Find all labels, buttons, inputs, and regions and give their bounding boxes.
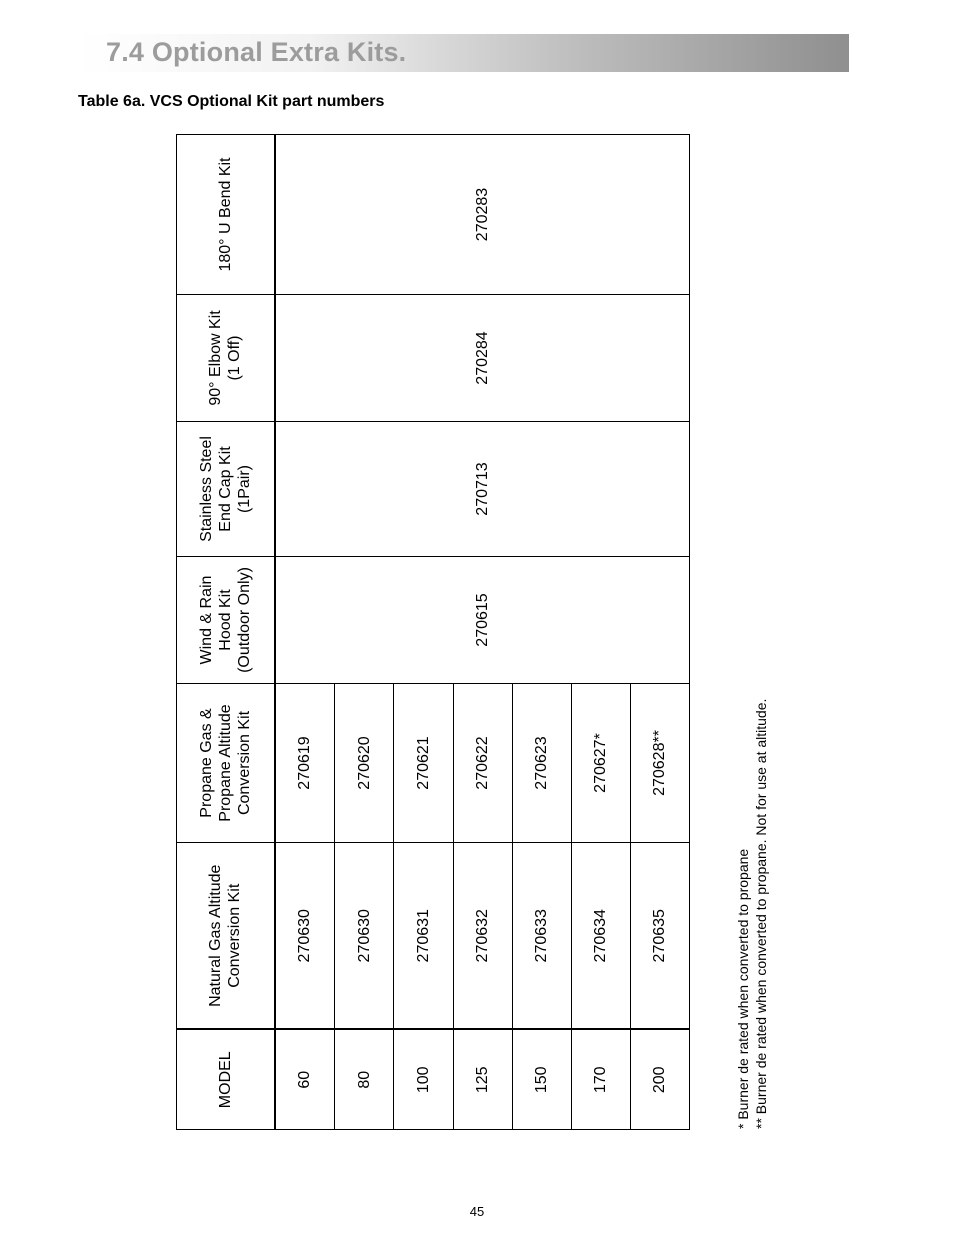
header-hood-line3: (Outdoor Only) [235,567,253,673]
page-number: 45 [469,1204,485,1219]
header-elbow-line2: (1 Off) [226,335,244,381]
natural-gas-cell: 270632 [453,843,512,1030]
header-hood [177,557,275,684]
model-cell: 200 [630,1030,689,1130]
model-cell: 170 [571,1030,630,1130]
elbow-cell: 270284 [275,295,690,422]
natural-gas-cell: 270634 [571,843,630,1030]
model-cell: 60 [275,1030,335,1130]
kit-table [176,134,690,1130]
footnote: ** Burner de rated when converted to propane. Not for use at altitude. [753,698,769,1129]
header-natural-gas: Natural Gas Altitude Conversion Kit [177,843,275,1030]
header-row [177,135,275,1130]
header-ubend: 180° U Bend Kit [177,135,275,295]
natural-gas-cell: 270635 [630,843,689,1030]
header-elbow-line1: 90° Elbow Kit [207,310,225,406]
table-row [275,135,335,1130]
natural-gas-cell: 270631 [394,843,453,1030]
propane-cell: 270620 [335,684,394,843]
propane-cell: 270619 [275,684,335,843]
propane-cell: 270623 [512,684,571,843]
header-hood-line1: Wind & Rain [197,575,215,665]
kit-table-rotated [176,135,690,1130]
natural-gas-cell: 270630 [275,843,335,1030]
propane-cell: 270621 [394,684,453,843]
endcap-cell: 270713 [275,422,690,557]
header-endcap-line1: Stainless Steel [197,436,215,542]
table-caption: Table 6a. VCS Optional Kit part numbers [78,93,385,110]
natural-gas-cell: 270633 [512,843,571,1030]
propane-cell: 270622 [453,684,512,843]
model-cell: 125 [453,1030,512,1130]
header-endcap-line3: (1Pair) [235,465,253,514]
section-title: 7.4 Optional Extra Kits. [106,37,407,67]
model-cell: 100 [394,1030,453,1130]
header-model: MODEL [177,1030,275,1130]
propane-cell: 270627* [571,684,630,843]
model-cell: 80 [335,1030,394,1130]
natural-gas-cell: 270630 [335,843,394,1030]
header-endcap-line2: End Cap Kit [216,446,234,532]
hood-cell: 270615 [275,557,690,684]
header-elbow [177,295,275,422]
footnotes [734,639,774,1129]
propane-cell: 270628** [630,684,689,843]
header-propane: Propane Gas & Propane Altitude Conversion Kit [177,684,275,843]
header-endcap [177,422,275,557]
footnote: * Burner de rated when converted to propane [735,848,751,1129]
section-banner [78,34,849,72]
model-cell: 150 [512,1030,571,1130]
header-hood-line2: Hood Kit [216,589,234,651]
ubend-cell: 270283 [275,135,690,295]
